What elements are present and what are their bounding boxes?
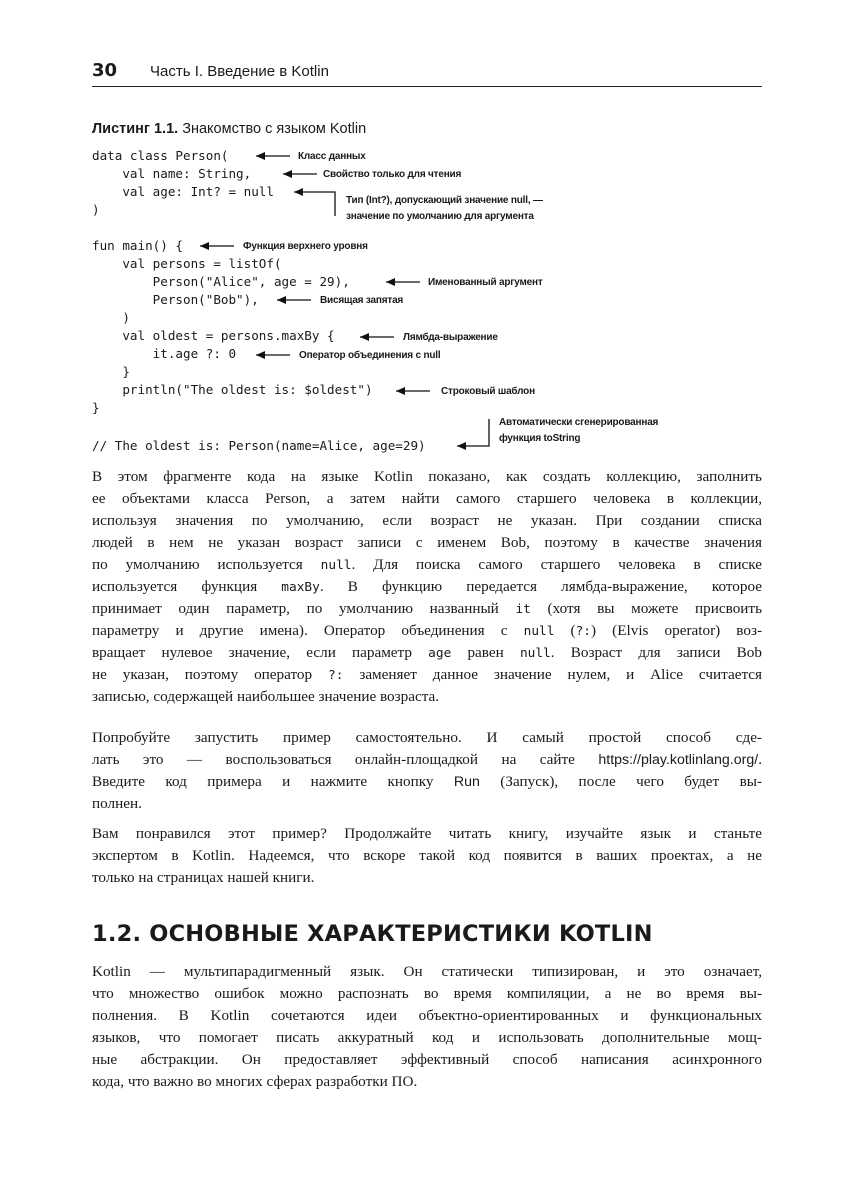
text-line: принимает один параметр, по умолчанию названный it (хотя вы можете присвоить — [92, 600, 762, 617]
annotation-nullable-line2: значение по умолчанию для аргумента — [346, 211, 534, 222]
paragraph-3 — [92, 823, 762, 889]
arrowhead — [386, 278, 395, 286]
text-line: что множество ошибок можно распознать во время компиляции, а не во время вы- — [92, 985, 762, 1002]
listing-title: Знакомство с языком Kotlin — [182, 121, 367, 137]
arrowhead — [360, 333, 369, 341]
arrow-tostring — [457, 419, 489, 446]
code-line: Person("Alice", age = 29), — [92, 274, 350, 289]
text-line: Введите код примера и нажмите кнопку Run (Запуск), после чего будет вы- — [92, 773, 762, 790]
page-number: 30 — [92, 60, 118, 81]
playground-link[interactable]: https://play.kotlinlang.org/ — [598, 752, 759, 768]
text-line: только на страницах нашей книги. — [92, 869, 315, 886]
inline-code: null — [320, 558, 352, 573]
annotation-read-only: Свойство только для чтения — [323, 169, 462, 180]
text-line: используя значения по умолчанию, если возраст не указан. При создании списка — [92, 512, 762, 529]
inline-code: age — [428, 646, 452, 661]
annotation-nullable-line1: Тип (Int?), допускающий значение null, — — [346, 195, 543, 206]
arrowhead — [256, 351, 265, 359]
text-line: вращает нулевое значение, если параметр age равен null. Возраст для записи Bob — [92, 644, 762, 661]
annotation-top-level: Функция верхнего уровня — [243, 241, 368, 252]
arrowhead — [396, 387, 405, 395]
inline-code: it — [515, 602, 531, 617]
annotation-data-class: Класс данных — [298, 151, 366, 162]
code-line: } — [92, 400, 100, 415]
text-line: ее объектами класса Person, а затем найти самого старшего человека в коллекции, — [92, 490, 762, 507]
text-line: Вам понравился этот пример? Продолжайте читать книгу, изучайте язык и станьте — [92, 825, 762, 842]
code-line: val oldest = persons.maxBy { — [92, 328, 335, 343]
running-title: Часть I. Введение в Kotlin — [150, 63, 329, 80]
code-line: val name: String, — [92, 166, 252, 181]
section-heading: 1.2. ОСНОВНЫЕ ХАРАКТЕРИСТИКИ KOTLIN — [92, 921, 653, 947]
text-line: лать это — воспользоваться онлайн-площадкой на сайте https://play.kotlinlang.org/. — [92, 751, 762, 768]
text-line: кода, что важно во многих сферах разработки ПО. — [92, 1073, 418, 1090]
text-line: языков, что помогает писать аккуратный код и использовать дополнительные мощ- — [92, 1029, 762, 1046]
code-line: fun main() { — [92, 238, 183, 253]
text-line: Попробуйте запустить пример самостоятельно. И самый простой способ сде- — [92, 729, 762, 746]
code-line: val persons = listOf( — [92, 256, 282, 271]
inline-code: null — [523, 624, 555, 639]
arrowhead — [200, 242, 209, 250]
listing-label: Листинг 1.1. — [92, 121, 179, 137]
annotation-named-arg: Именованный аргумент — [428, 277, 543, 288]
annotation-string-template: Строковый шаблон — [441, 386, 535, 397]
annotation-lambda: Лямбда-выражение — [403, 332, 498, 343]
code-line: println("The oldest is: $oldest") — [92, 382, 373, 397]
text-line: не указан, поэтому оператор ?: заменяет данное значение нулем, и Alice считается — [92, 666, 762, 683]
text-line: В этом фрагменте кода на языке Kotlin показано, как создать коллекцию, заполнить — [92, 468, 762, 485]
arrowhead — [277, 296, 286, 304]
annotation-elvis: Оператор объединения с null — [299, 350, 441, 361]
inline-code: maxBy — [281, 580, 320, 595]
annotation-tostring-line1: Автоматически сгенерированная — [499, 417, 659, 428]
code-line: // The oldest is: Person(name=Alice, age=29) — [92, 438, 426, 453]
code-line: val age: Int? = null — [92, 184, 274, 199]
text-line: экспертом в Kotlin. Надеемся, что вскоре такой код появится в ваших проектах, а не — [92, 847, 762, 864]
code-line: ) — [92, 202, 100, 217]
text-line: по умолчанию используется null. Для поиска самого старшего человека в списке — [92, 556, 763, 573]
text-line: записью, содержащей наибольшее значение возраста. — [92, 688, 440, 705]
text-line: полнен. — [92, 795, 142, 812]
run-label: Run — [453, 774, 480, 790]
arrowhead — [457, 442, 466, 450]
code-line: it.age ?: 0 — [92, 346, 237, 361]
inline-code: ?: — [575, 624, 592, 639]
arrow-nullable — [294, 192, 335, 216]
code-line: } — [92, 364, 130, 379]
annotation-trailing-comma: Висящая запятая — [320, 295, 404, 306]
arrowhead — [294, 188, 303, 196]
paragraph-1 — [92, 466, 762, 708]
inline-code: null — [519, 646, 551, 661]
annotation-tostring-line2: функция toString — [499, 433, 581, 444]
arrowhead — [283, 170, 292, 178]
paragraph-2 — [92, 727, 762, 815]
text-line: людей в нем не указан возраст записи с именем Bob, поэтому в качестве значения — [92, 534, 762, 551]
text-line: Kotlin — мультипарадигменный язык. Он статически типизирован, и это означает, — [92, 963, 762, 980]
text-line: используется функция maxBy. В функцию передается лямбда-выражение, которое — [92, 578, 762, 595]
code-line: data class Person( — [92, 148, 229, 163]
code-line: Person("Bob"), — [92, 292, 259, 307]
text-line: ные абстракции. Он предоставляет эффективный способ написания асинхронного — [92, 1051, 762, 1068]
paragraph-4 — [92, 961, 762, 1093]
inline-code: ?: — [328, 668, 344, 683]
text-line: параметру и другие имена). Оператор объединения с null (?:) (Elvis operator) воз- — [92, 622, 763, 639]
text-line: полнения. В Kotlin сочетаются идеи объектно-ориентированных и функциональных — [92, 1007, 762, 1024]
code-line: ) — [92, 310, 130, 325]
arrowhead — [256, 152, 265, 160]
